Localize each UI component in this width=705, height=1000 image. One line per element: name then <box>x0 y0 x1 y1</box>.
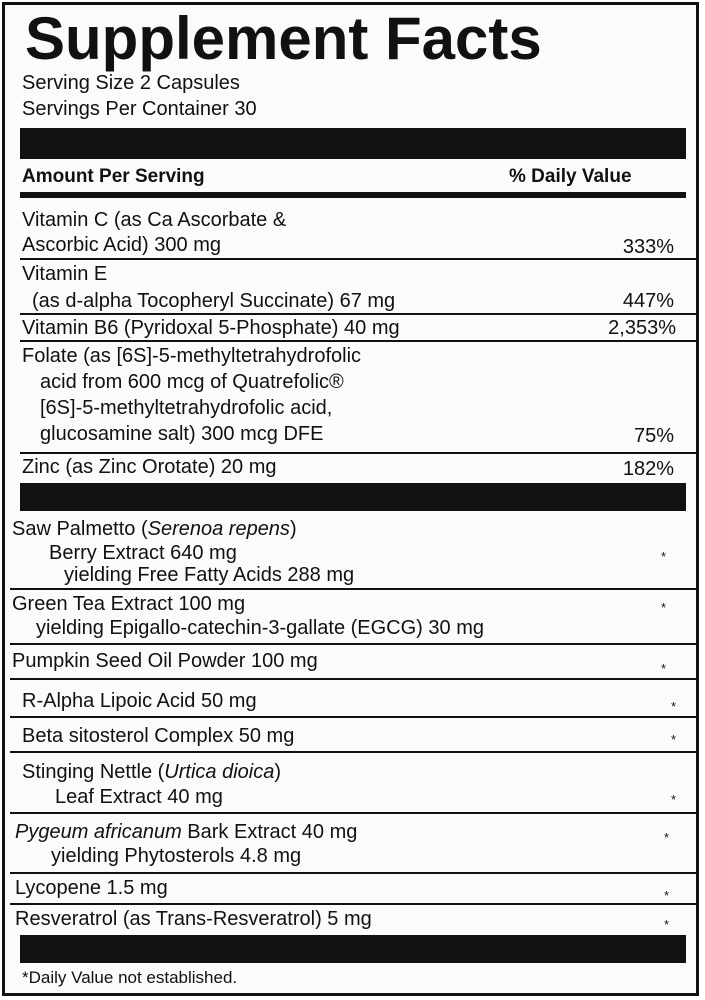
row-divider <box>20 340 698 342</box>
nutrient-name: Folate (as [6S]-5-methyltetrahydrofolic <box>22 345 362 367</box>
nutrient-amount: glucosamine salt) 300 mcg DFE <box>40 423 324 445</box>
ingredient-name: Resveratrol (as Trans-Resveratrol) 5 mg <box>15 908 372 930</box>
resveratrol-row <box>15 907 675 931</box>
row-divider <box>20 452 698 454</box>
row-divider <box>10 751 698 753</box>
zinc-row <box>22 455 682 479</box>
row-divider <box>10 903 698 905</box>
daily-value: 447% <box>622 290 674 312</box>
nutrient-detail: [6S]-5-methyltetrahydrofolic acid, <box>40 397 333 419</box>
nutrient-name: Vitamin E <box>22 263 108 285</box>
daily-value: * <box>663 917 669 932</box>
daily-value: * <box>670 732 676 747</box>
daily-value: * <box>670 792 676 807</box>
daily-value: 75% <box>633 425 674 447</box>
nutrient-name: Zinc (as Zinc Orotate) 20 mg <box>22 456 277 478</box>
daily-value: * <box>660 661 666 676</box>
daily-value: 2,353% <box>608 317 676 339</box>
vitamin-b6-row <box>22 316 682 340</box>
thick-divider <box>20 128 686 159</box>
saw-palmetto-row <box>12 517 672 589</box>
row-divider <box>20 313 698 315</box>
serving-size: Serving Size 2 Capsules <box>22 72 240 94</box>
lycopene-row <box>15 876 675 903</box>
row-divider <box>10 872 698 874</box>
amount-per-serving-header: Amount Per Serving <box>22 166 205 187</box>
nutrient-name: Vitamin B6 (Pyridoxal 5-Phosphate) 40 mg <box>22 317 400 339</box>
beta-sitosterol-row <box>22 724 682 750</box>
latin-name: Urtica dioica <box>164 761 275 783</box>
nutrient-amount: (as d-alpha Tocopheryl Succinate) 67 mg <box>32 290 396 312</box>
vitamin-e-row <box>22 262 682 314</box>
thick-divider <box>20 483 686 511</box>
row-divider <box>10 812 698 814</box>
vitamin-c-row <box>22 208 682 260</box>
row-divider <box>20 258 698 260</box>
folate-row <box>22 344 682 454</box>
latin-name: Serenoa repens <box>147 518 290 540</box>
ingredient-name: Bark Extract 40 mg <box>181 821 358 843</box>
ingredient-name: Stinging Nettle ( <box>22 761 165 783</box>
daily-value: * <box>660 600 666 615</box>
supplement-facts-panel <box>2 2 699 996</box>
header-divider <box>20 192 686 198</box>
ingredient-detail: yielding Epigallo-catechin-3-gallate (EGCG) 30 mg <box>36 617 484 639</box>
servings-per-container: Servings Per Container 30 <box>22 98 257 120</box>
row-divider <box>10 643 698 645</box>
ingredient-name: R-Alpha Lipoic Acid 50 mg <box>22 690 257 712</box>
nutrient-name: Vitamin C (as Ca Ascorbate & <box>22 209 287 231</box>
ingredient-name: Beta sitosterol Complex 50 mg <box>22 725 295 747</box>
ingredient-name-end: ) <box>289 518 297 540</box>
ingredient-name: Pumpkin Seed Oil Powder 100 mg <box>12 650 318 672</box>
latin-name: Pygeum africanum <box>15 821 182 843</box>
pumpkin-seed-row <box>12 649 672 675</box>
daily-value: 333% <box>622 236 674 258</box>
row-divider <box>10 678 698 680</box>
daily-value: * <box>663 888 669 903</box>
panel-title: Supplement Facts <box>25 5 542 72</box>
ingredient-name: Green Tea Extract 100 mg <box>12 593 246 615</box>
ingredient-detail: yielding Phytosterols 4.8 mg <box>51 845 302 867</box>
daily-value: * <box>663 830 669 845</box>
pygeum-row <box>15 820 675 870</box>
stinging-nettle-row <box>22 760 682 810</box>
nutrient-amount: Ascorbic Acid) 300 mg <box>22 234 221 256</box>
daily-value: * <box>660 549 666 564</box>
row-divider <box>10 588 698 590</box>
ingredient-amount: Berry Extract 640 mg <box>49 542 237 564</box>
ingredient-name-end: ) <box>274 761 282 783</box>
ingredient-amount: Leaf Extract 40 mg <box>55 786 223 808</box>
lipoic-acid-row <box>22 689 682 715</box>
green-tea-row <box>12 592 672 642</box>
daily-value: 182% <box>622 458 674 480</box>
row-divider <box>10 716 698 718</box>
daily-value: * <box>670 699 676 714</box>
ingredient-name: Lycopene 1.5 mg <box>15 877 168 899</box>
nutrient-detail: acid from 600 mcg of Quatrefolic® <box>40 371 344 393</box>
thick-divider <box>20 935 686 963</box>
daily-value-header: % Daily Value <box>509 166 632 187</box>
ingredient-detail: yielding Free Fatty Acids 288 mg <box>64 564 355 586</box>
footnote: *Daily Value not established. <box>22 968 238 987</box>
ingredient-name: Saw Palmetto ( <box>12 518 148 540</box>
